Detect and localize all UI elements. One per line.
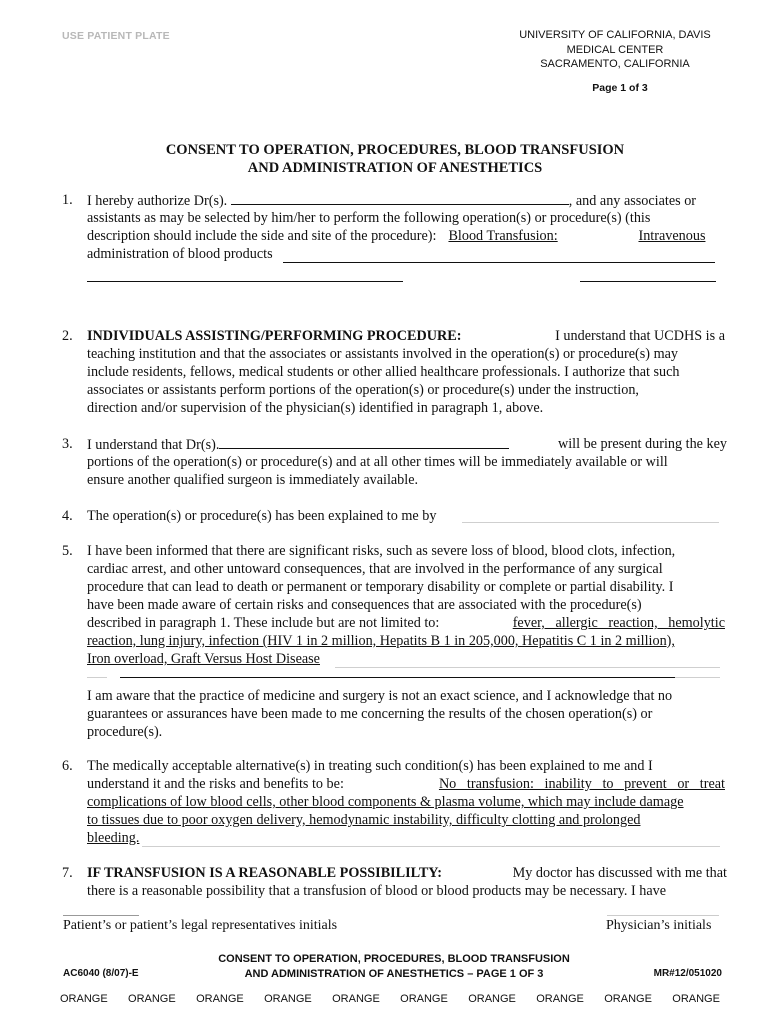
page-number: Page 1 of 3 bbox=[592, 82, 648, 94]
procedure-extra-line-2[interactable] bbox=[580, 281, 716, 282]
item-5-line-2: cardiac arrest, and other untoward consequences, that are involved in the performance of any surgical bbox=[87, 561, 663, 577]
risks-fill-a[interactable]: fever, allergic reaction, hemolytic bbox=[512, 615, 725, 631]
form-code: AC6040 (8/07)-E bbox=[63, 968, 139, 979]
patient-initials-label: Patient’s or patient’s legal representatives initials bbox=[63, 918, 338, 933]
item-6-line-2a: understand it and the risks and benefits to be: bbox=[87, 776, 344, 792]
color-label: ORANGE bbox=[672, 993, 720, 1005]
aware-line-2: guarantees or assurances have been made to me concerning the results of the chosen operation(s) or bbox=[87, 706, 653, 722]
item-1-line-1 bbox=[87, 192, 727, 211]
item-3-text-b: will be present during the key bbox=[557, 436, 727, 452]
institution-center: MEDICAL CENTER bbox=[566, 43, 664, 56]
item-5-line-4: have been made aware of certain risks and consequences that are associated with the procedure(s) bbox=[87, 597, 642, 613]
item-5-number: 5. bbox=[62, 543, 73, 559]
procedure-fill-a[interactable]: Blood Transfusion: bbox=[448, 228, 558, 244]
risks-fill-line-2a bbox=[87, 677, 107, 678]
title-line-1: CONSENT TO OPERATION, PROCEDURES, BLOOD TRANSFUSION bbox=[165, 142, 625, 158]
item-5-line-5a: described in paragraph 1. These include but are not limited to: bbox=[87, 615, 440, 631]
item-6-line-1: The medically acceptable alternative(s) in treating such condition(s) has been explained to me and I bbox=[87, 758, 653, 774]
item-7-line-1-rest: My doctor has discussed with me that bbox=[512, 865, 727, 881]
color-label: ORANGE bbox=[332, 993, 380, 1005]
item-1-line-3a: description should include the side and site of the procedure): bbox=[87, 228, 437, 244]
mr-code: MR#12/051020 bbox=[653, 968, 722, 979]
item-3-number: 3. bbox=[62, 436, 73, 452]
title-line-2: AND ADMINISTRATION OF ANESTHETICS bbox=[247, 160, 543, 176]
procedure-fill-line bbox=[283, 262, 715, 263]
color-label: ORANGE bbox=[400, 993, 448, 1005]
item-5-line-3: procedure that can lead to death or permanent or temporary disability or complete or partial disability. I bbox=[87, 579, 674, 595]
item-4-number: 4. bbox=[62, 508, 73, 524]
item-7-number: 7. bbox=[62, 865, 73, 881]
alternatives-fill-b[interactable]: complications of low blood cells, other blood components & plasma volume, which may include damage bbox=[87, 794, 684, 810]
document-title bbox=[100, 141, 690, 177]
patient-plate-label: USE PATIENT PLATE bbox=[62, 30, 170, 42]
color-label: ORANGE bbox=[264, 993, 312, 1005]
color-code-row bbox=[60, 993, 720, 1005]
risks-fill-line-2c bbox=[675, 677, 720, 678]
footer-title-line-1: CONSENT TO OPERATION, PROCEDURES, BLOOD TRANSFUSION bbox=[218, 953, 570, 965]
present-physician-field[interactable] bbox=[219, 436, 509, 449]
color-label: ORANGE bbox=[128, 993, 176, 1005]
item-3-line-3: ensure another qualified surgeon is immediately available. bbox=[87, 472, 419, 488]
color-label: ORANGE bbox=[536, 993, 584, 1005]
item-1-line-3 bbox=[87, 228, 727, 246]
explained-by-field[interactable] bbox=[462, 522, 719, 523]
procedure-fill-b[interactable]: Intravenous bbox=[638, 228, 706, 244]
alternatives-fill-c[interactable]: to tissues due to poor oxygen delivery, hemodynamic instability, difficulty clotting and prolonged bbox=[87, 812, 641, 828]
item-2-line-3: include residents, fellows, medical students or other allied healthcare professionals. I authorize that such bbox=[87, 364, 680, 380]
item-2-heading: INDIVIDUALS ASSISTING/PERFORMING PROCEDURE: bbox=[87, 328, 462, 344]
patient-initials-field[interactable] bbox=[63, 915, 139, 916]
item-4-text: The operation(s) or procedure(s) has been explained to me by bbox=[87, 508, 437, 524]
aware-line-1: I am aware that the practice of medicine and surgery is not an exact science, and I acknowledge that no bbox=[87, 688, 673, 704]
procedure-extra-line-1[interactable] bbox=[87, 281, 403, 282]
item-3-line-2: portions of the operation(s) or procedure(s) and at all other times will be immediately available or will bbox=[87, 454, 668, 470]
item-2-line-1 bbox=[87, 328, 725, 346]
risks-fill-line-2b[interactable] bbox=[120, 677, 675, 678]
risks-fill-line-1 bbox=[335, 667, 720, 668]
item-6-number: 6. bbox=[62, 758, 73, 774]
physician-name-field[interactable] bbox=[231, 192, 569, 205]
item-7-line-2: there is a reasonable possibility that a transfusion of blood or blood products may be necessary. I have bbox=[87, 883, 667, 899]
physician-initials-label: Physician’s initials bbox=[606, 918, 712, 933]
footer-title-line-2: AND ADMINISTRATION OF ANESTHETICS – PAGE 1 OF 3 bbox=[244, 968, 544, 980]
procedure-fill-c[interactable]: administration of blood products bbox=[87, 246, 273, 262]
footer-title bbox=[160, 952, 628, 982]
color-label: ORANGE bbox=[604, 993, 652, 1005]
item-1-text-a: I hereby authorize Dr(s). bbox=[87, 193, 228, 209]
institution-block bbox=[480, 28, 750, 72]
item-3-text-a: I understand that Dr(s). bbox=[87, 437, 220, 453]
item-3-line-1 bbox=[87, 436, 727, 455]
alternatives-fill-a[interactable]: No transfusion: inability to prevent or treat bbox=[438, 776, 725, 792]
item-2-line-5: direction and/or supervision of the physician(s) identified in paragraph 1, above. bbox=[87, 400, 544, 416]
item-5-line-1: I have been informed that there are significant risks, such as severe loss of blood, blood clots, infection, bbox=[87, 543, 676, 559]
institution-city: SACRAMENTO, CALIFORNIA bbox=[540, 58, 690, 70]
item-5-line-5 bbox=[87, 615, 727, 633]
physician-initials-field[interactable] bbox=[607, 915, 719, 916]
institution-name: UNIVERSITY OF CALIFORNIA, DAVIS bbox=[519, 29, 711, 41]
color-label: ORANGE bbox=[60, 993, 108, 1005]
alternatives-fill-d[interactable]: bleeding. bbox=[87, 830, 140, 846]
item-2-line-2: teaching institution and that the associates or assistants involved in the operation(s) or procedure(s) may bbox=[87, 346, 678, 362]
risks-fill-b[interactable]: reaction, lung injury, infection (HIV 1 in 2 million, Hepatits B 1 in 205,000, Hepatitis C 1 in 2 million), bbox=[87, 633, 675, 649]
aware-line-3: procedure(s). bbox=[87, 724, 163, 740]
item-1-number: 1. bbox=[62, 192, 73, 208]
item-2-line-4: associates or assistants perform portions of the operation(s) or procedure(s) under the instruction, bbox=[87, 382, 639, 398]
item-2-line-1-rest: I understand that UCDHS is a bbox=[555, 328, 725, 344]
item-7-heading: IF TRANSFUSION IS A REASONABLE POSSIBILILTY: bbox=[87, 865, 442, 881]
item-1-line-2: assistants as may be selected by him/her to perform the following operation(s) or procedure(s) (this bbox=[87, 210, 651, 226]
item-2-number: 2. bbox=[62, 328, 73, 344]
item-1-text-b: , and any associates or bbox=[568, 193, 697, 209]
item-6-line-2 bbox=[87, 776, 727, 794]
item-7-line-1 bbox=[87, 865, 727, 883]
color-label: ORANGE bbox=[468, 993, 516, 1005]
color-label: ORANGE bbox=[196, 993, 244, 1005]
alternatives-fill-line bbox=[142, 846, 720, 847]
risks-fill-c[interactable]: Iron overload, Graft Versus Host Disease bbox=[87, 651, 320, 667]
